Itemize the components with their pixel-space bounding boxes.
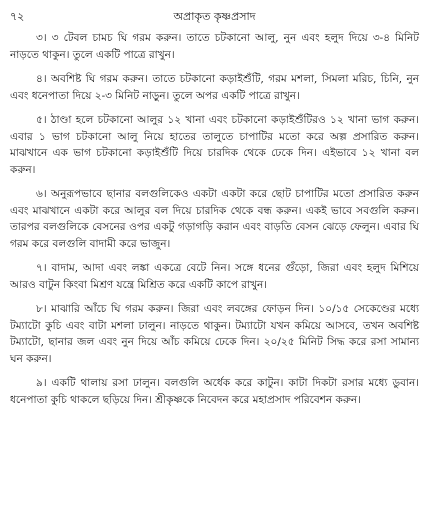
- recipe-step-6: ৬। অনুরূপভাবে ছানার বলগুলিকেও একটা একটা করে ছোট চাপাটির মতো প্রসারিত করুন এবং মাঝখানে একটা করে আলুর বল দিয়ে চারদিক থেকে বন্ধ করুন। একই ভাবে সবগুলি করুন। তারপর বলগুলিকে বেসনের ওপর একটু গড়াগড়ি করান এবং বাড়তি বেসন ঝেড়ে ফেলুন। এবার ঘি গরম করে বলগুলি বাদামী করে ভাজুন।: [10, 188, 419, 250]
- recipe-steps: [10, 30, 419, 408]
- recipe-step-7: ৭। বাদাম, আদা এবং লঙ্কা একত্রে বেটে নিন। সঙ্গে ধনের গুঁড়ো, জিরা এবং হলুদ মিশিয়ে আরও বাটুন কিংবা মিশ্রণ যন্ত্রে মিশ্রিত করে একটি কাপে রাখুন।: [10, 262, 419, 291]
- recipe-step-3: ৩। ৩ টেবল চামচ ঘি গরম করুন। তাতে চটকানো আলু, নুন এবং হলুদ দিয়ে ৩-৪ মিনিট নাড়তে থাকুন। তুলে একটি পাত্রে রাখুন।: [10, 32, 419, 61]
- recipe-step-5: ৫। ঠাণ্ডা হলে চটকানো আলুর ১২ খানা এবং চটকানো কড়াইশুঁটিরও ১২ খানা ভাগ করুন। এবার ১ ভাগ চটকানো আলু নিয়ে হাতের তালুতে চাপাটির মতো করে অল্প প্রসারিত করুন। মাঝখানে এক ভাগ চটকানো কড়াইশুঁটি দিয়ে চারদিক থেকে ঢেকে দিন। এইভাবে ১২ খানা বল করুন।: [10, 114, 419, 176]
- page-header: [10, 6, 419, 24]
- running-title: অপ্রাকৃত কৃষ্ণপ্রসাদ: [173, 10, 256, 23]
- recipe-step-9: ৯। একটি থালায় রসা ঢালুন। বলগুলি অর্ধেক করে কাটুন। কাটা দিকটা রসার মধ্যে ডুবান। ধনেপাতা কুচি থাকলে ছড়িয়ে দিন। শ্রীকৃষ্ণকে নিবেদন করে মহাপ্রসাদ পরিবেশন করুন।: [10, 377, 419, 406]
- recipe-step-4: ৪। অবশিষ্ট ঘি গরম করুন। তাতে চটকানো কড়াইশুঁটি, গরম মশলা, সিমলা মরিচ, চিনি, নুন এবং ধনেপাতা দিয়ে ২-৩ মিনিট নাড়ুন। তুলে অপর একটি পাত্রে রাখুন।: [10, 73, 419, 102]
- page-number: ৭২: [10, 10, 25, 23]
- recipe-step-8: ৮। মাঝারি আঁচে ঘি গরম করুন। জিরা এবং লবঙ্গের ফোড়ন দিন। ১০/১৫ সেকেণ্ডের মধ্যে টম্যাটো কুচি এবং বাটা মশলা ঢালুন। নাড়তে থাকুন। টম্যাটো যখন কমিয়ে আসবে, তখন অবশিষ্ট টম্যাটো, ছানার জল এবং নুন দিয়ে আঁচ কমিয়ে ঢেকে দিন। ২০/২৫ মিনিট সিদ্ধ করে রসা সামান্য ঘন করুন।: [10, 303, 419, 365]
